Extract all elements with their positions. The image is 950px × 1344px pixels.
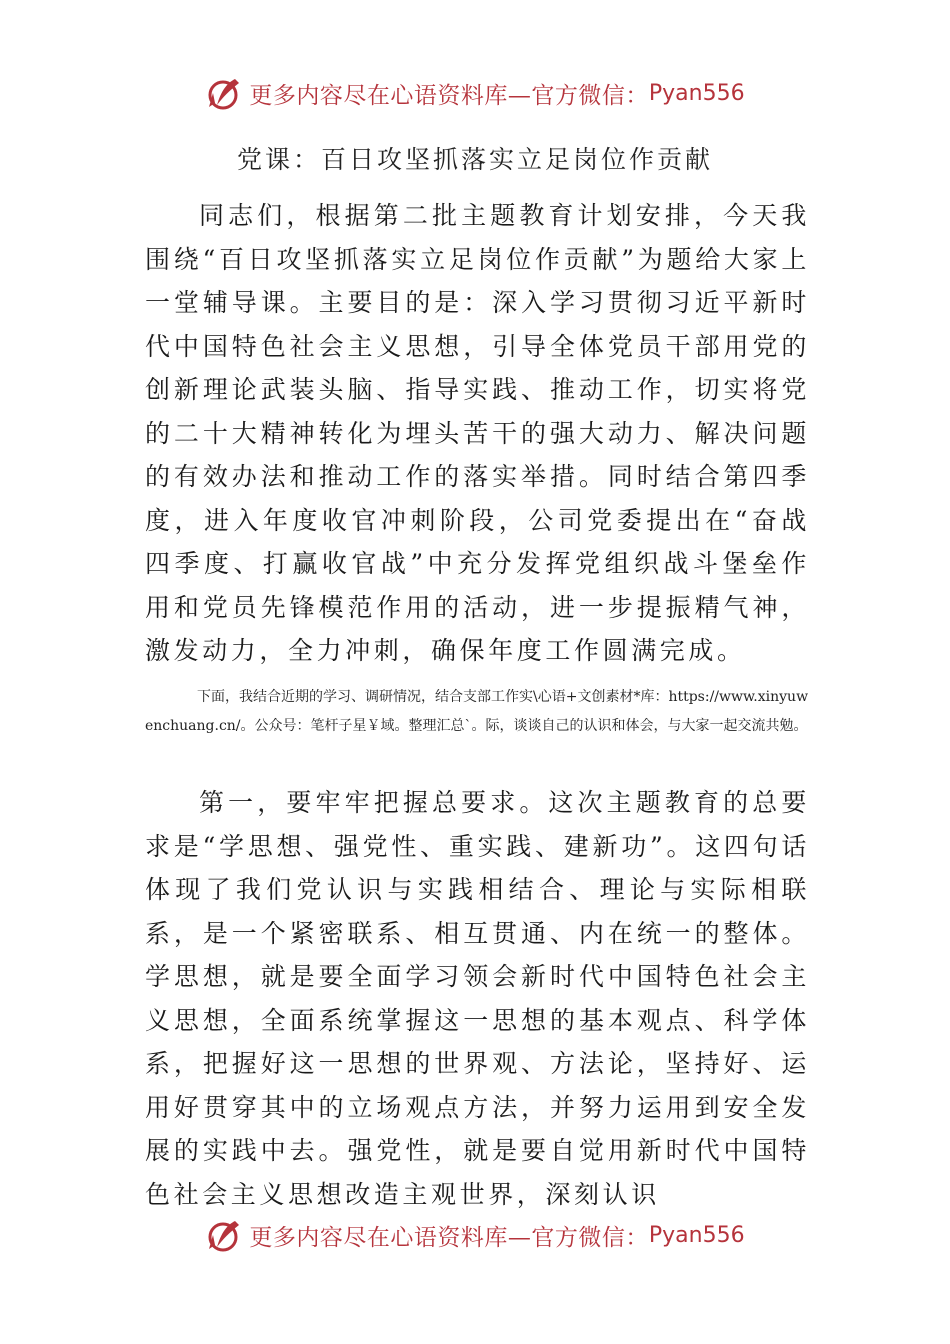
banner-text: 更多内容尽在心语资料库—官方微信： [249,1224,649,1251]
paragraph-first-point: 第一，要牢牢把握总要求。这次主题教育的总要求是“学思想、强党性、重实践、建新功”。这四句话体现了我们党认识与实践相结合、理论与实际相联系，是一个紧密联系、相互贯通、内在统一的整体。学思想，就是要全面学习领会新时代中国特色社会主义思想，全面系统掌握这一思想的基本观点、科学体系，把握好这一思想的世界观、方法论，坚持好、运用好贯穿其中的立场观点方法，并努力运用到安全发展的实践中去。强党性，就是要自觉用新时代中国特色社会主义思想改造主观世界，深刻认识 [145,788,810,1209]
quill-logo-icon [205,1215,245,1255]
document-title: 党课：百日攻坚抓落实立足岗位作贡献 [236,145,713,174]
paragraph-note: 下面，我结合近期的学习、调研情况，结合支部工作实\心语+文创素材*库：https://www.xinyuwenchuang.cn/。公众号：笔杆子星￥域。整理汇总`。际，谈谈自己的认识和体会，与大家一起交流共勉。 [145,689,809,734]
header-banner [0,68,950,118]
banner-wechat-id: Pyan556 [648,1222,745,1248]
quill-logo-icon [205,73,245,113]
banner-text: 更多内容尽在心语资料库—官方微信： [249,82,649,109]
footer-banner [0,1210,950,1260]
paragraph-intro: 同志们，根据第二批主题教育计划安排，今天我围绕“百日攻坚抓落实立足岗位作贡献”为题给大家上一堂辅导课。主要目的是：深入学习贯彻习近平新时代中国特色社会主义思想，引导全体党员干部用党的创新理论武装头脑、指导实践、推动工作，切实将党的二十大精神转化为埋头苦干的强大动力、解决问题的有效办法和推动工作的落实举措。同时结合第四季度，进入年度收官冲刺阶段，公司党委提出在“奋战四季度、打赢收官战”中充分发挥党组织战斗堡垒作用和党员先锋模范作用的活动，进一步提振精气神，激发动力，全力冲刺，确保年度工作圆满完成。 [145,201,810,665]
banner-wechat-id: Pyan556 [648,80,745,106]
